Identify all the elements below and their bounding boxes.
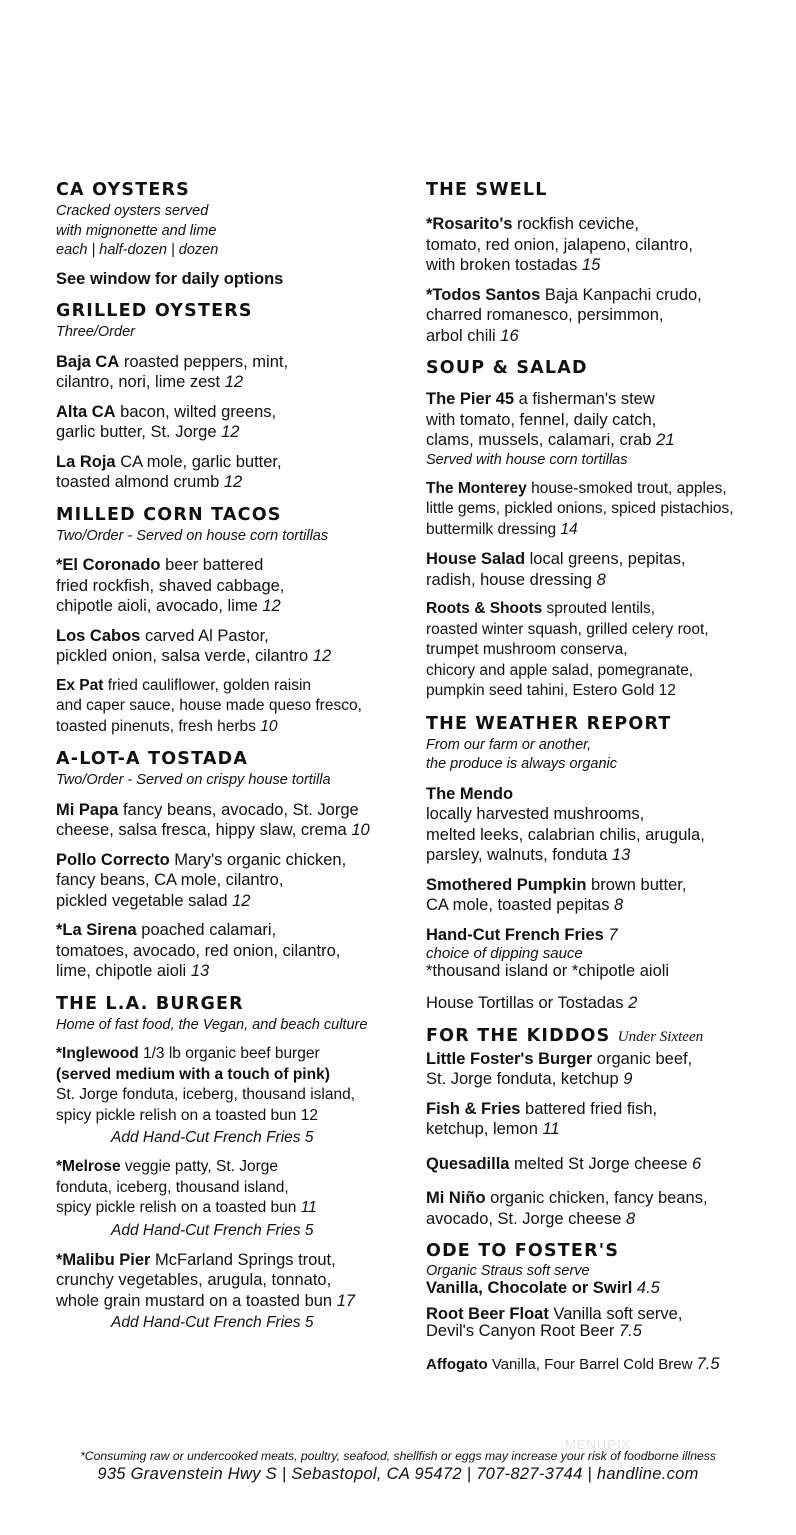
- menu-item: *La Sirena poached calamari, tomatoes, avocado, red onion, cilantro, lime, chipotle aioli 13: [56, 921, 341, 980]
- section-title-tacos: MILLED CORN TACOS: [56, 504, 282, 525]
- price: 12: [223, 473, 243, 491]
- section-title-tostada: A-LOT-A TOSTADA: [56, 749, 249, 769]
- menu-item: Root Beer Float Vanilla soft serve, Devil's Canyon Root Beer 7.5: [426, 1305, 683, 1340]
- menu-item: Ex Pat fried cauliflower, golden raisin and caper sauce, house made queso fresco, toasted pinenuts, fresh herbs 10: [56, 676, 362, 735]
- ca-oysters-desc: Cracked oysters served with mignonette and lime each | half-dozen | dozen: [56, 203, 219, 258]
- menu-item: House Salad local greens, pepitas, radish, house dressing 8: [426, 550, 686, 589]
- section-title-soup: SOUP & SALAD: [426, 358, 588, 378]
- section-sub-grilled-oysters: Three/Order: [56, 324, 135, 340]
- item-after: *thousand island or *chipotle aioli: [426, 962, 670, 980]
- menu-item: Pollo Correcto Mary's organic chicken, fancy beans, CA mole, cilantro, pickled vegetable salad 12: [56, 850, 347, 910]
- item-sub: choice of dipping sauce: [426, 945, 583, 962]
- menu-item: *Melrose veggie patty, St. Jorge fonduta, iceberg, thousand island, spicy pickle relish on a toasted bun 11 Add Hand-Cut French Fries 5: [56, 1157, 386, 1241]
- menu-item: Baja CA roasted peppers, mint, cilantro, nori, lime zest 12: [56, 352, 289, 391]
- section-title-kiddos: FOR THE KIDDOS Under Sixteen: [426, 1025, 704, 1046]
- price: 12: [232, 891, 251, 910]
- menu-item: Los Cabos carved Al Pastor, pickled onion, salsa verde, cilantro 12: [56, 626, 332, 665]
- section-sub-tostada: Two/Order - Served on crispy house tortilla: [56, 772, 331, 788]
- footer: [0, 1449, 796, 1484]
- menu-item: Little Foster's Burger organic beef, St. Jorge fonduta, ketchup 9: [426, 1049, 693, 1088]
- ca-oysters-note: See window for daily options: [56, 269, 284, 288]
- watermark: MENUPIX: [565, 1437, 632, 1452]
- price: 12: [312, 647, 332, 665]
- price: 15: [581, 256, 601, 274]
- price: 10: [351, 821, 370, 839]
- price: 11: [300, 1199, 317, 1216]
- section-title-burger: THE L.A. BURGER: [56, 993, 244, 1014]
- menu-item: The Monterey house-smoked trout, apples, little gems, pickled onions, spiced pistachios, buttermilk dressing 14: [426, 479, 734, 538]
- section-sub-burger: Home of fast food, the Vegan, and beach culture: [56, 1016, 368, 1033]
- menu-item: The Pier 45 a fisherman's stew with tomato, fennel, daily catch, clams, mussels, calamari, crab 21 Served with house corn tortillas: [426, 389, 766, 470]
- price: 12: [221, 423, 240, 441]
- price: 8: [614, 896, 624, 914]
- menu-item: *Todos Santos Baja Kanpachi crudo, charred romanesco, persimmon, arbol chili 16: [426, 285, 702, 345]
- price: 13: [611, 846, 631, 864]
- price: 11: [542, 1120, 560, 1138]
- menu-item: Quesadilla melted St Jorge cheese 6: [426, 1154, 702, 1173]
- section-sub-ode: Organic Straus soft serve: [426, 1263, 590, 1279]
- price: 21: [656, 431, 675, 449]
- menu-item: *Rosarito's rockfish ceviche, tomato, red onion, jalapeno, cilantro, with broken tostadas 15: [426, 215, 693, 274]
- menu-item-softserve: Vanilla, Chocolate or Swirl 4.5: [426, 1279, 660, 1297]
- price: 12: [300, 1106, 318, 1124]
- menu-item: *Inglewood 1/3 lb organic beef burger (served medium with a touch of pink) St. Jorge fonduta, iceberg, thousand island, spicy pickle relish on a toasted bun 12 Add Hand-Cut French Fries 5: [56, 1044, 386, 1148]
- section-title-weather: THE WEATHER REPORT: [426, 713, 672, 734]
- section-sub-tacos: Two/Order - Served on house corn tortillas: [56, 527, 329, 544]
- menu-item: Fish & Fries battered fried fish, ketchup, lemon 11: [426, 1099, 658, 1138]
- price: 10: [260, 717, 278, 735]
- menu-item: The Mendo locally harvested mushrooms, melted leeks, calabrian chilis, arugula, parsley, walnuts, fonduta 13: [426, 784, 705, 864]
- menu-item: Mi Niño organic chicken, fancy beans, avocado, St. Jorge cheese 8: [426, 1189, 708, 1228]
- menu-item: *El Coronado beer battered fried rockfish, shaved cabbage, chipotle aioli, avocado, lime 12: [56, 556, 285, 615]
- price: 12: [262, 597, 281, 615]
- price: 7: [608, 925, 618, 944]
- price: 14: [560, 520, 578, 538]
- price: 16: [500, 326, 519, 345]
- footer-address: 935 Gravenstein Hwy S | Sebastopol, CA 95472 | 707-827-3744 | handline.com: [97, 1465, 699, 1483]
- price: 12: [658, 682, 676, 699]
- addon-fries: Add Hand-Cut French Fries 5: [111, 1221, 314, 1239]
- left-column: [56, 178, 386, 1333]
- price: 8: [625, 1209, 636, 1228]
- item-note: Served with house corn tortillas: [426, 451, 628, 468]
- menu-item: Affogato Vanilla, Four Barrel Cold Brew 7.5: [426, 1355, 720, 1373]
- price: 9: [623, 1070, 633, 1088]
- menu-item-tortillas: House Tortillas or Tostadas 2: [426, 994, 638, 1012]
- menu-item: La Roja CA mole, garlic butter, toasted almond crumb 12: [56, 452, 282, 491]
- price: 8: [596, 570, 606, 589]
- price: 4.5: [636, 1279, 660, 1297]
- footer-disclaimer: *Consuming raw or undercooked meats, poultry, seafood, shellfish or eggs may increase your risk of foodborne illness: [80, 1449, 716, 1463]
- menu-item: Alta CA bacon, wilted greens, garlic butter, St. Jorge 12: [56, 402, 277, 441]
- section-title-ode: ODE TO FOSTER'S: [426, 1241, 620, 1261]
- right-column: [426, 178, 766, 1376]
- price: 2: [628, 994, 638, 1012]
- price: 12: [224, 373, 244, 391]
- section-title-grilled-oysters: GRILLED OYSTERS: [56, 301, 253, 321]
- price: 7.5: [696, 1355, 720, 1373]
- section-title-ca-oysters: CA OYSTERS: [56, 180, 190, 200]
- menu-item: Smothered Pumpkin brown butter, CA mole, toasted pepitas 8: [426, 875, 687, 914]
- menu-item: Mi Papa fancy beans, avocado, St. Jorge cheese, salsa fresca, hippy slaw, crema 10: [56, 800, 370, 839]
- price: 6: [691, 1154, 702, 1173]
- menu-item: Roots & Shoots sprouted lentils, roasted winter squash, grilled celery root, trumpet mushroom conserva, chicory and apple salad, pomegranate, pumpkin seed tahini, Estero Gold 12: [426, 600, 709, 699]
- section-title-swell: THE SWELL: [426, 180, 548, 200]
- menu-item: Hand-Cut French Fries 7 choice of dipping sauce *thousand island or *chipotle aioli: [426, 925, 766, 982]
- section-sub-weather: From our farm or another, the produce is always organic: [426, 736, 618, 772]
- price: 17: [336, 1291, 356, 1310]
- price: 13: [190, 962, 210, 980]
- menu-item: *Malibu Pier McFarland Springs trout, crunchy vegetables, arugula, tonnato, whole grain mustard on a toasted bun 17 Add Hand-Cut French Fries 5: [56, 1250, 386, 1334]
- addon-fries: Add Hand-Cut French Fries 5: [111, 1129, 314, 1146]
- price: 7.5: [619, 1322, 642, 1340]
- addon-fries: Add Hand-Cut French Fries 5: [111, 1314, 314, 1331]
- kiddos-sub: Under Sixteen: [617, 1028, 704, 1045]
